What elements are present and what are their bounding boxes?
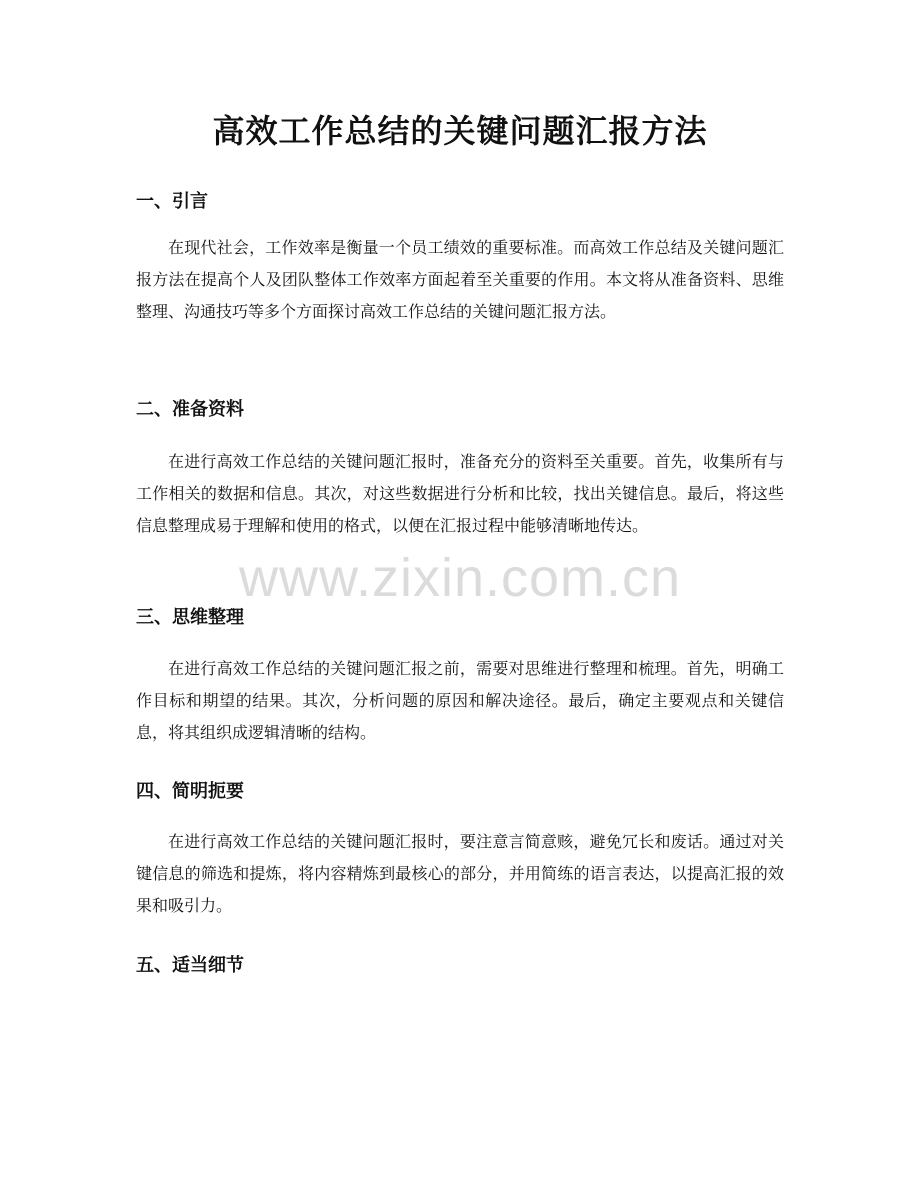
section-heading-concise: 四、简明扼要 [136, 781, 244, 802]
section-heading-thinking: 三、思维整理 [136, 607, 244, 628]
watermark: www.zixin.com.cn [238, 548, 682, 608]
section-heading-details: 五、适当细节 [136, 955, 244, 976]
section-body-intro: 在现代社会，工作效率是衡量一个员工绩效的重要标准。而高效工作总结及关键问题汇报方法在提高个人及团队整体工作效率方面起着至关重要的作用。本文将从准备资料、思维整理、沟通技巧等多个方面探讨高效工作总结的关键问题汇报方法。 [136, 238, 784, 321]
section-heading-preparation: 二、准备资料 [136, 399, 244, 420]
section-body-preparation: 在进行高效工作总结的关键问题汇报时，准备充分的资料至关重要。首先，收集所有与工作相关的数据和信息。其次，对这些数据进行分析和比较，找出关键信息。最后，将这些信息整理成易于理解和使用的格式，以便在汇报过程中能够清晰地传达。 [136, 452, 784, 535]
page-title: 高效工作总结的关键问题汇报方法 [212, 112, 708, 150]
section-body-thinking: 在进行高效工作总结的关键问题汇报之前，需要对思维进行整理和梳理。首先，明确工作目标和期望的结果。其次，分析问题的原因和解决途径。最后，确定主要观点和关键信息，将其组织成逻辑清晰的结构。 [136, 659, 784, 742]
section-body-concise: 在进行高效工作总结的关键问题汇报时，要注意言简意赅，避免冗长和废话。通过对关键信息的筛选和提炼，将内容精炼到最核心的部分，并用简练的语言表达，以提高汇报的效果和吸引力。 [136, 832, 784, 915]
section-heading-intro: 一、引言 [136, 191, 208, 212]
